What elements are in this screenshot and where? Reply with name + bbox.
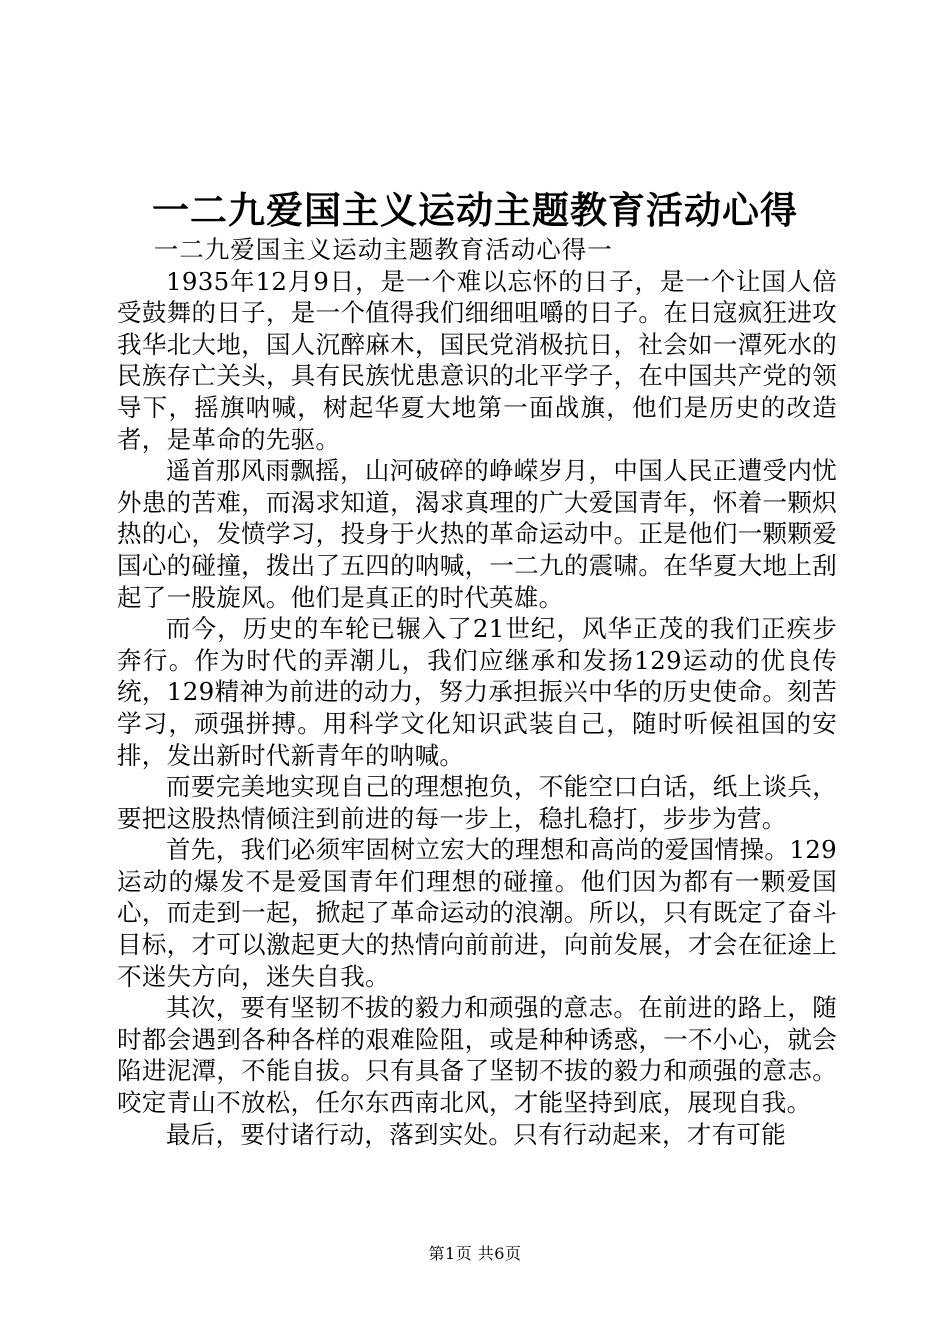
paragraph-5: 首先，我们必须牢固树立宏大的理想和高尚的爱国情操。129运动的爆发不是爱国青年们理想的碰撞。他们因为都有一颗爱国心，而走到一起，掀起了革命运动的浪潮。所以，只有既定了奋斗目标，才可以激起更大的热情向前前进，向前发展，才会在征途上不迷失方向，迷失自我。 [117,835,837,991]
paragraph-1: 1935年12月9日，是一个难以忘怀的日子，是一个让国人倍受鼓舞的日子，是一个值得我们细细咀嚼的日子。在日寇疯狂进攻我华北大地，国人沉醉麻木，国民党消极抗日，社会如一潭死水的民族存亡关头，具有民族忧患意识的北平学子，在中国共产党的领导下，摇旗呐喊，树起华夏大地第一面战旗，他们是历史的改造者，是革命的先驱。 [117,266,837,454]
paragraph-7: 最后，要付诸行动，落到实处。只有行动起来，才有可能 [166,1119,786,1149]
document-body [117,234,837,1150]
document-subtitle: 一二九爱国主义运动主题教育活动心得一 [153,235,613,264]
paragraph-4: 而要完美地实现自己的理想抱负，不能空口白话，纸上谈兵，要把这股热情倾注到前进的每一步上，稳扎稳打，步步为营。 [117,772,837,833]
document-title: 一二九爱国主义运动主题教育活动心得 [152,188,798,232]
paragraph-2: 遥首那风雨飘摇，山河破碎的峥嵘岁月，中国人民正遭受内忧外患的苦难，而渴求知道，渴求真理的广大爱国青年，怀着一颗炽热的心，发愤学习，投身于火热的革命运动中。正是他们一颗颗爱国心的碰撞，拨出了五四的呐喊，一二九的震啸。在华夏大地上刮起了一股旋风。他们是真正的时代英雄。 [117,456,837,612]
page-number: 第1页 共6页 [428,1244,522,1263]
paragraph-3: 而今，历史的车轮已辗入了21世纪，风华正茂的我们正疾步奔行。作为时代的弄潮儿，我们应继承和发扬129运动的优良传统，129精神为前进的动力，努力承担振兴中华的历史使命。刻苦学习，顽强拼搏。用科学文化知识武装自己，随时听候祖国的安排，发出新时代新青年的呐喊。 [117,614,837,770]
paragraph-6: 其次，要有坚韧不拔的毅力和顽强的意志。在前进的路上，随时都会遇到各种各样的艰难险阻，或是种种诱惑，一不小心，就会陷进泥潭，不能自拔。只有具备了坚韧不拔的毅力和顽强的意志。咬定青山不放松，任尔东西南北风，才能坚持到底，展现自我。 [117,993,837,1118]
